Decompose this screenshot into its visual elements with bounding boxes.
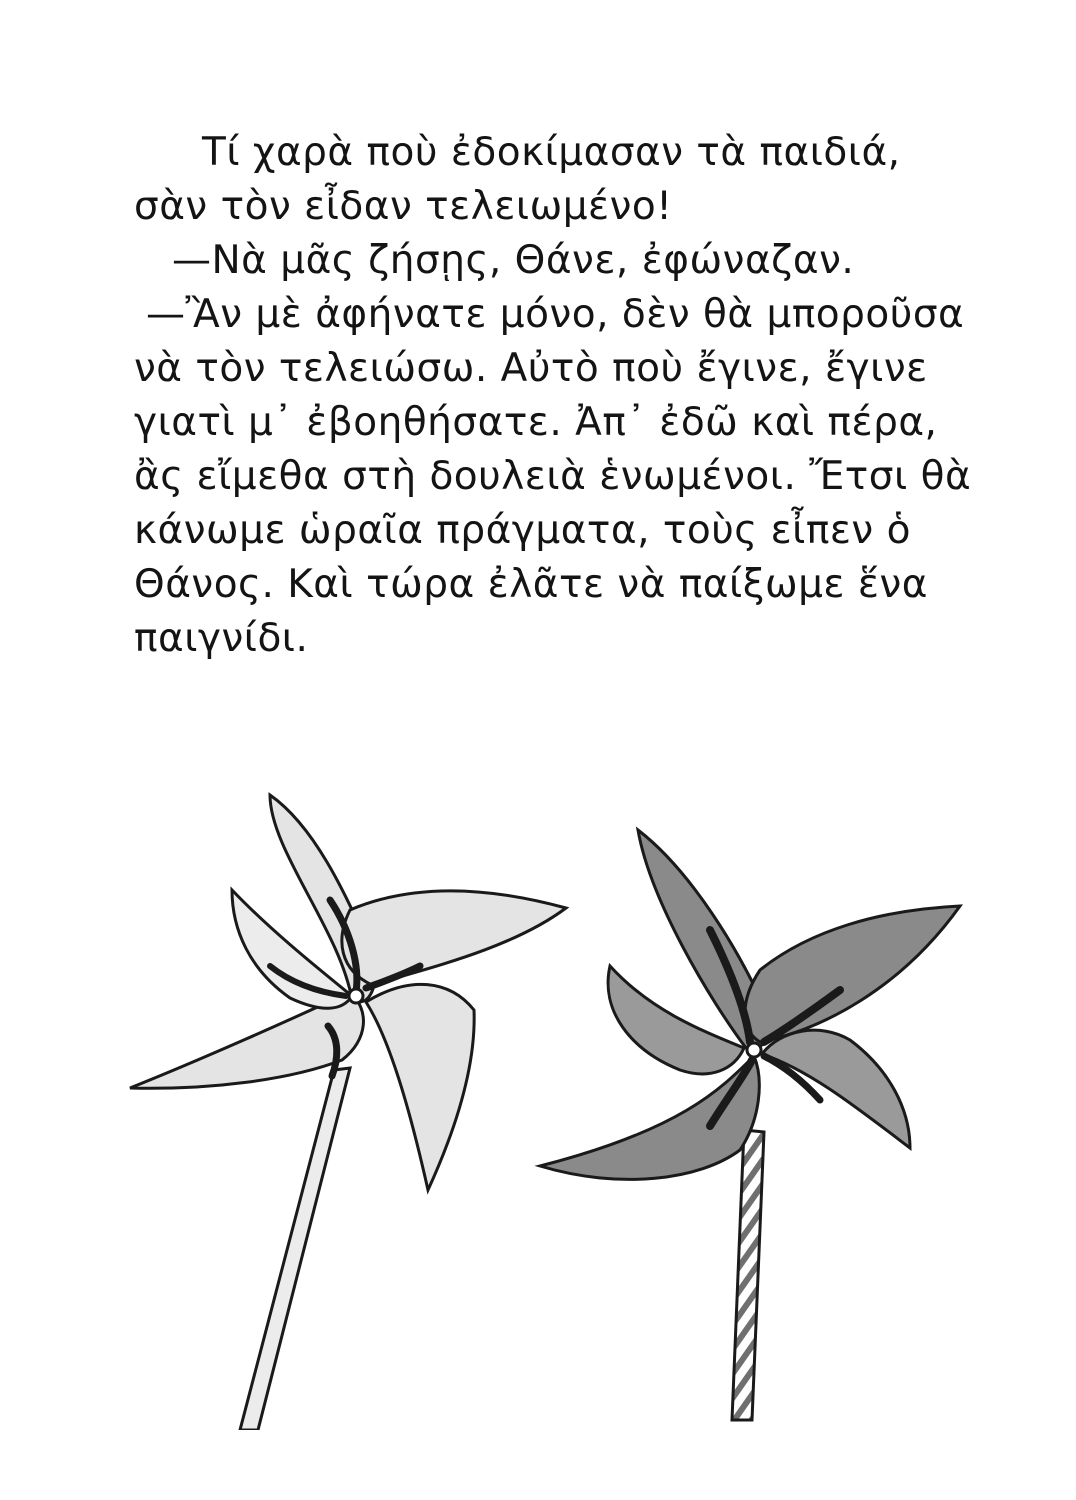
text-line: ἂς εἴμεθα στὴ δουλειὰ ἑνωμένοι. Ἔτσι θὰ [134,454,972,499]
text-line: Θάνος. Καὶ τώρα ἐλᾶτε νὰ παίξωμε ἕνα [134,562,928,607]
text-line: σὰν τὸν εἶδαν τελειωμένο! [134,184,673,229]
pinwheels-drawing [120,730,980,1430]
dark-pinwheel-blade-lower-right [762,1030,910,1148]
text-line: γιατὶ μ᾿ ἐβοηθήσατε. Ἀπ᾿ ἐδῶ καὶ πέρα, [134,400,938,445]
dark-pinwheel-blade-right [745,906,960,1042]
light-pinwheel-blade-right [342,891,566,985]
dialogue-line: —Ἂν μὲ ἀφήνατε μόνο, δὲν θὰ μποροῦσα [146,292,965,337]
story-paragraph [134,126,970,666]
pinwheels-illustration [120,730,980,1430]
light-pinwheel-hub [349,989,363,1003]
dark-pinwheel [540,830,960,1420]
text-line: παιγνίδι. [134,616,309,661]
light-pinwheel [130,795,566,1430]
dark-pinwheel-blade-bottom [540,1056,759,1179]
dark-pinwheel-hub [747,1043,761,1057]
dark-pinwheel-stick [732,1130,764,1420]
light-pinwheel-blade-bottom-right [366,984,474,1190]
text-line: νὰ τὸν τελειώσω. Αὐτὸ ποὺ ἔγινε, ἔγινε [134,346,928,391]
light-pinwheel-stick [240,1068,350,1430]
text-line: κάνωμε ὡραῖα πράγματα, τοὺς εἶπεν ὁ [134,508,911,553]
text-line: Τί χαρὰ ποὺ ἐδοκίμασαν τὰ παιδιά, [202,130,901,175]
dialogue-line: —Νὰ μᾶς ζήσῃς, Θάνε, ἐφώναζαν. [172,238,855,283]
